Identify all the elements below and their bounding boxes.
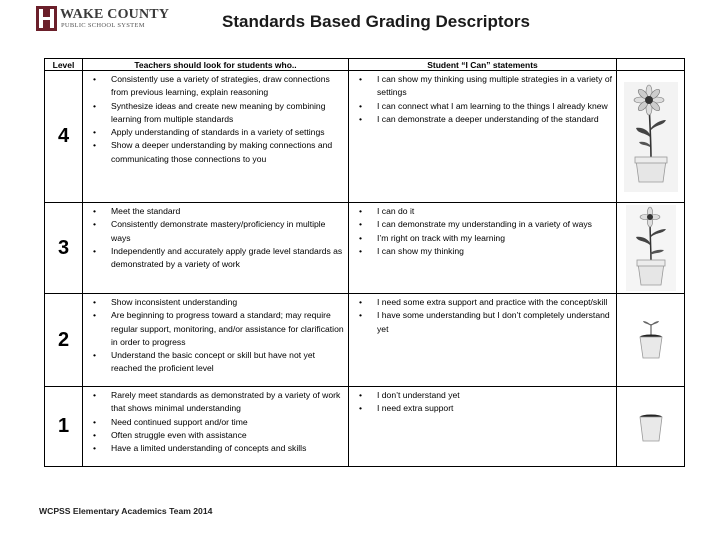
wake-county-logo: [36, 6, 170, 32]
students-list: [349, 203, 616, 258]
image-cell: [617, 294, 685, 387]
list-item: • Synthesize ideas and create new meaning by combining learning from multiple standards: [93, 100, 346, 127]
teachers-list: [83, 294, 348, 376]
students-list: [349, 71, 616, 126]
table-row-level-4: [45, 71, 685, 203]
table-header-row: [45, 59, 685, 71]
image-cell: [617, 203, 685, 294]
list-item: • Have a limited understanding of concepts and skills: [93, 442, 346, 455]
list-item: • Consistently use a variety of strategies, draw connections from previous learning, explain reasoning: [93, 73, 346, 100]
list-item: • I’m right on track with my learning: [359, 232, 614, 245]
teachers-cell: [83, 71, 349, 203]
level-number: 1: [45, 387, 83, 467]
level-number: 3: [45, 203, 83, 294]
header-level: Level: [45, 59, 83, 71]
students-cell: [349, 203, 617, 294]
schoolhouse-logo-icon: [36, 6, 57, 31]
list-item: • I can connect what I am learning to the things I already knew: [359, 100, 614, 113]
list-item: • Consistently demonstrate mastery/proficiency in multiple ways: [93, 218, 346, 245]
list-item: • Are beginning to progress toward a standard; may require regular support, monitoring, and/or assistance for clarification in order to progress: [93, 309, 346, 349]
list-item: • Show inconsistent understanding: [93, 296, 346, 309]
image-cell: [617, 71, 685, 203]
header-teachers: Teachers should look for students who..: [83, 59, 349, 71]
header-students: Student “I Can” statements: [349, 59, 617, 71]
grading-table: [44, 58, 685, 467]
list-item: • I can show my thinking using multiple strategies in a variety of settings: [359, 73, 614, 100]
list-item: • Independently and accurately apply grade level standards as demonstrated by a variety of work: [93, 245, 346, 272]
teachers-list: [83, 71, 348, 166]
sprout-icon: [631, 316, 671, 364]
list-item: • I can demonstrate a deeper understanding of the standard: [359, 113, 614, 126]
students-cell: [349, 71, 617, 203]
table-row-level-3: [45, 203, 685, 294]
list-item: • Need continued support and/or time: [93, 416, 346, 429]
students-cell: [349, 294, 617, 387]
table-row-level-2: [45, 294, 685, 387]
budding-plant-icon: [626, 205, 676, 291]
table-row-level-1: [45, 387, 685, 467]
list-item: • I need extra support: [359, 402, 614, 415]
logo-subtitle: PUBLIC SCHOOL SYSTEM: [61, 22, 145, 29]
header-image: [617, 59, 685, 71]
flowering-plant-icon: [624, 82, 678, 192]
image-cell: [617, 387, 685, 467]
teachers-list: [83, 203, 348, 271]
list-item: • Show a deeper understanding by making connections and communicating those connections to you: [93, 139, 346, 166]
list-item: • Apply understanding of standards in a variety of settings: [93, 126, 346, 139]
level-number: 4: [45, 71, 83, 203]
list-item: • I don’t understand yet: [359, 389, 614, 402]
teachers-list: [83, 387, 348, 455]
list-item: • I need some extra support and practice with the concept/skill: [359, 296, 614, 309]
footer-text: WCPSS Elementary Academics Team 2014: [39, 506, 213, 516]
level-number: 2: [45, 294, 83, 387]
list-item: • Often struggle even with assistance: [93, 429, 346, 442]
students-list: [349, 387, 616, 416]
logo-name: WAKE COUNTY: [60, 7, 170, 22]
teachers-cell: [83, 294, 349, 387]
students-list: [349, 294, 616, 336]
empty-pot-icon: [631, 407, 671, 447]
list-item: • I can show my thinking: [359, 245, 614, 258]
list-item: • I can do it: [359, 205, 614, 218]
list-item: • Understand the basic concept or skill but have not yet reached the proficient level: [93, 349, 346, 376]
list-item: • Rarely meet standards as demonstrated by a variety of work that shows minimal understanding: [93, 389, 346, 416]
list-item: • I can demonstrate my understanding in a variety of ways: [359, 218, 614, 231]
list-item: • Meet the standard: [93, 205, 346, 218]
teachers-cell: [83, 203, 349, 294]
students-cell: [349, 387, 617, 467]
list-item: • I have some understanding but I don’t completely understand yet: [359, 309, 614, 336]
page-title: Standards Based Grading Descriptors: [222, 12, 530, 31]
teachers-cell: [83, 387, 349, 467]
